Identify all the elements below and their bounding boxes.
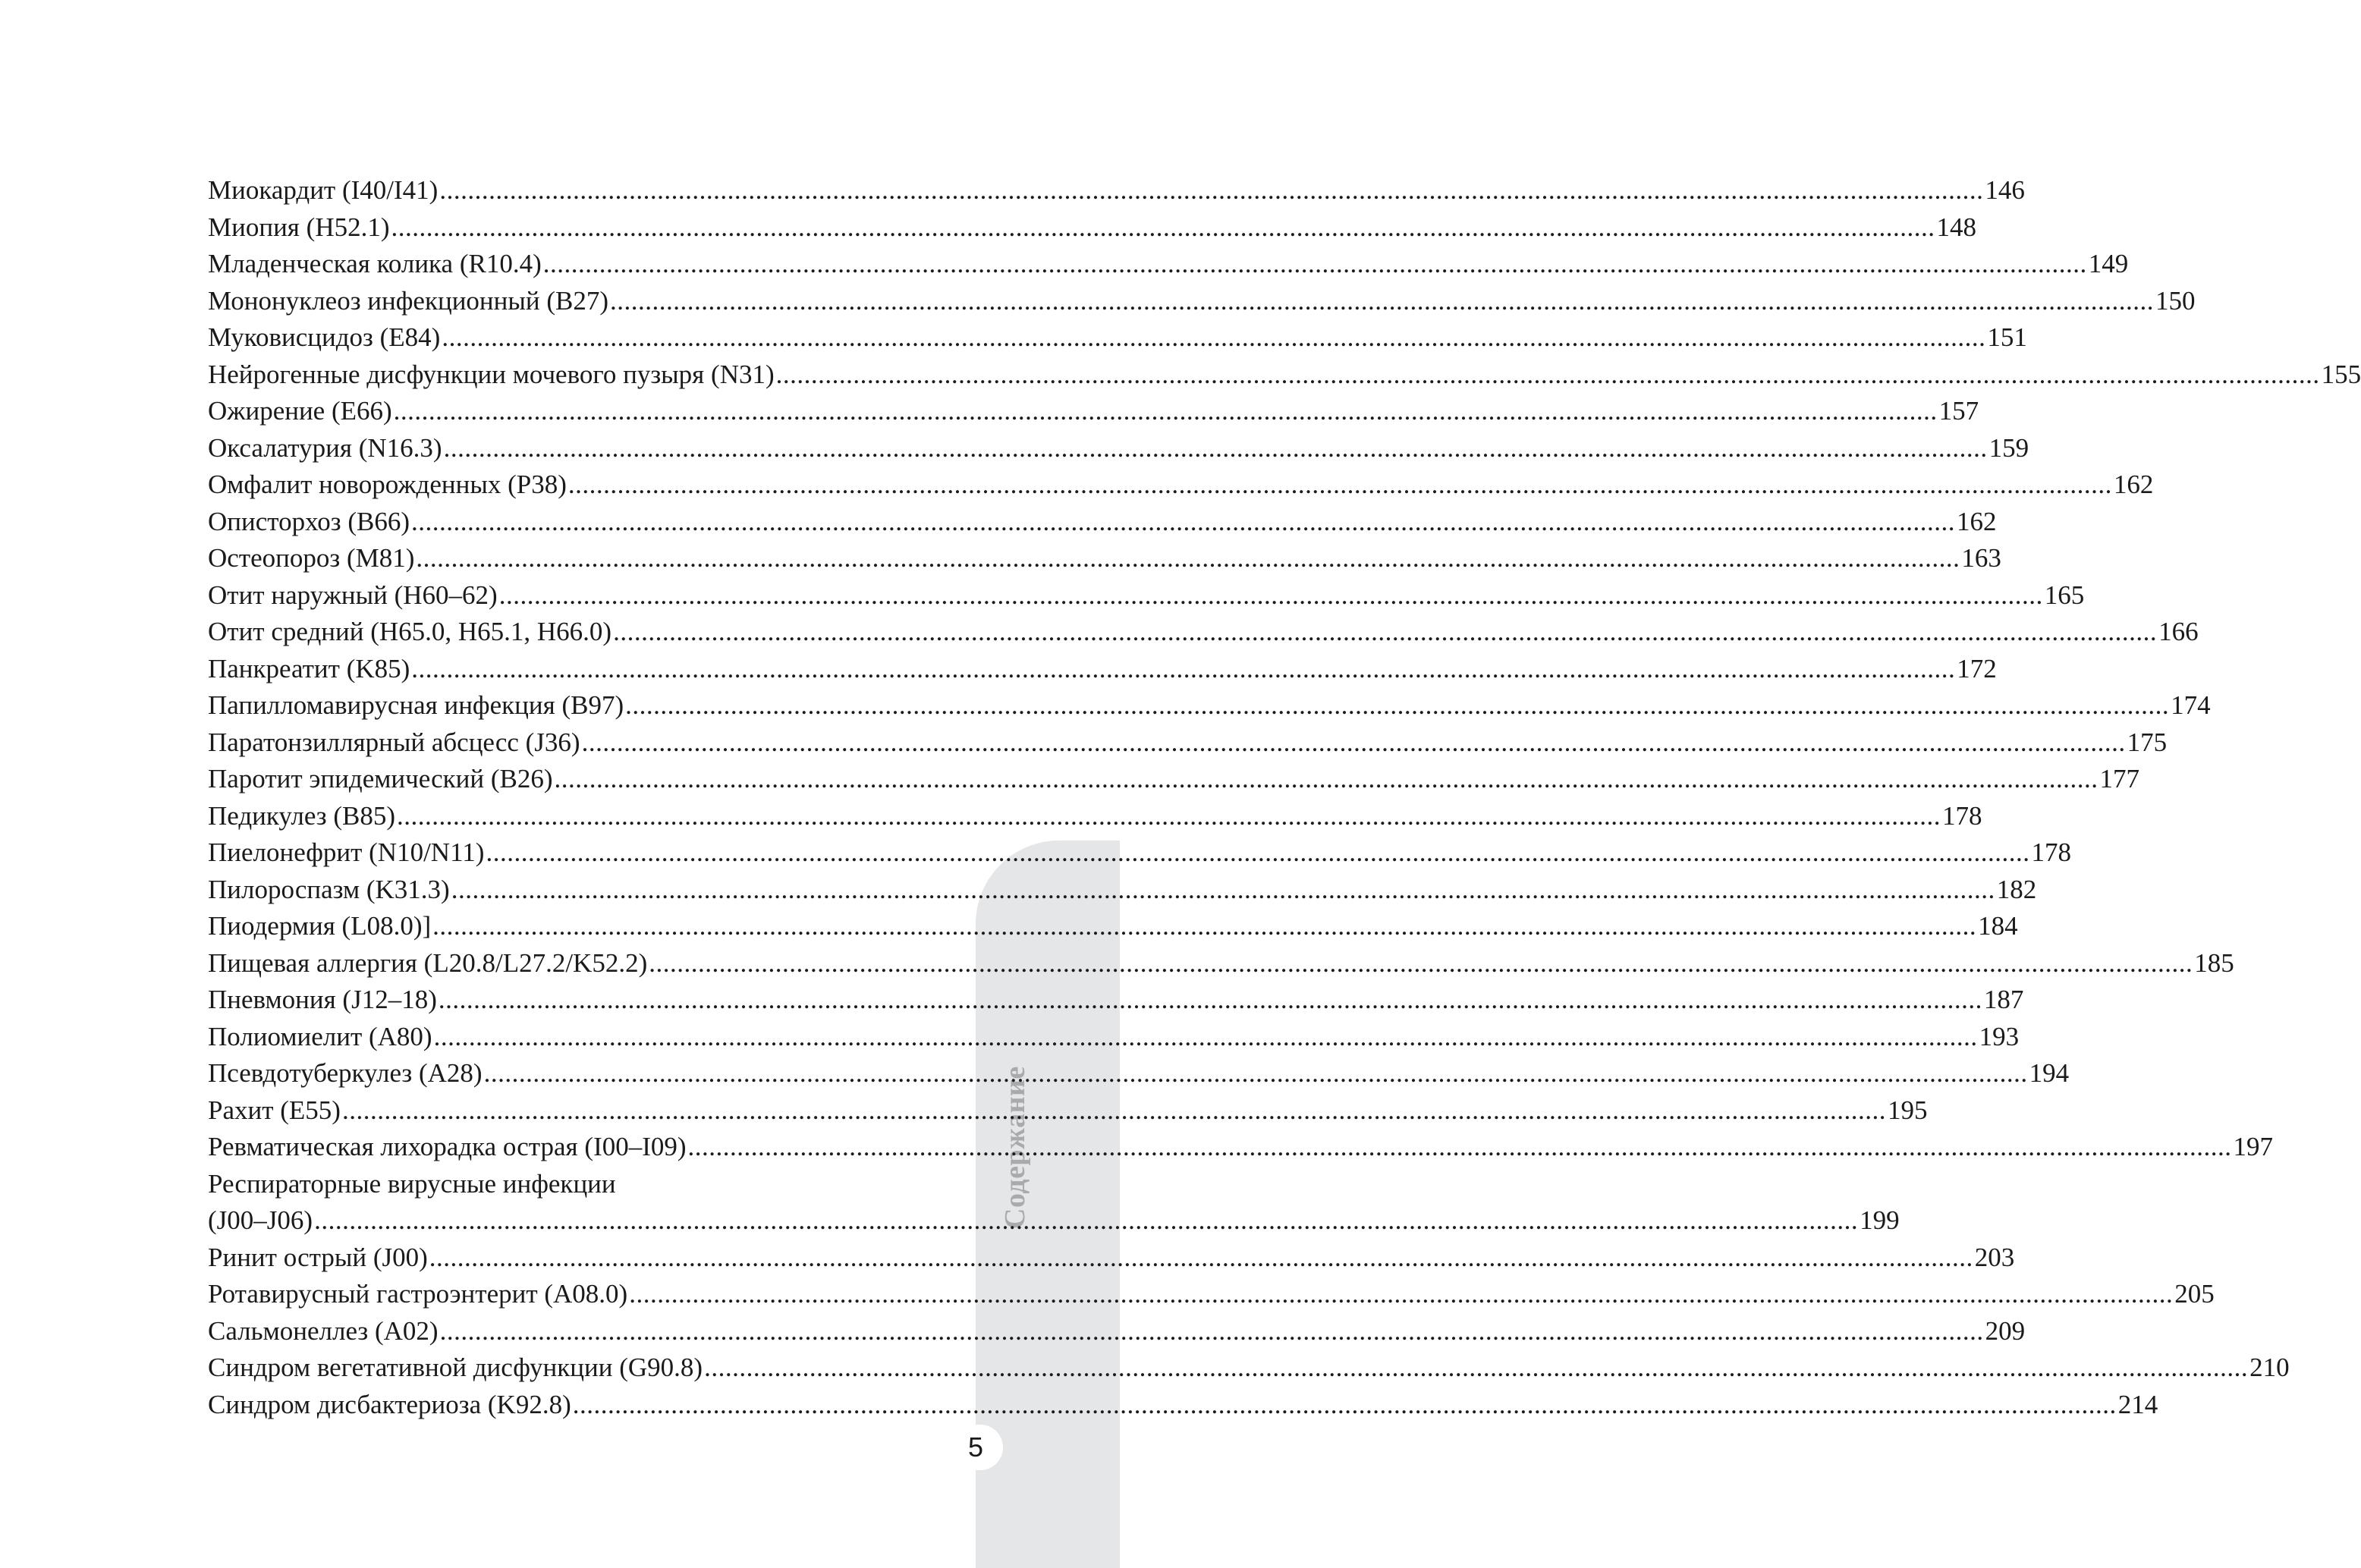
toc-entry-title: Отит средний (H65.0, H65.1, H66.0) [208, 617, 612, 646]
toc-entry-title: Отит наружный (H60–62) [208, 580, 498, 610]
toc-entry[interactable] [208, 614, 2199, 651]
toc-entry-page: 162 [2113, 470, 2154, 499]
toc-entry-page: 178 [1942, 800, 1982, 831]
toc-entry-page: 210 [2249, 1353, 2290, 1382]
toc-entry-page: 151 [1987, 322, 2027, 352]
toc-entry-title: Описторхоз (B66) [208, 506, 410, 536]
toc-entry[interactable] [208, 834, 2071, 872]
toc-entry-page: 209 [1985, 1315, 2026, 1346]
toc-entry[interactable] [208, 1129, 2274, 1166]
toc-entry[interactable] [208, 1313, 2026, 1350]
toc-entry-page: 166 [2158, 617, 2199, 646]
toc-entry-title: Синдром вегетативной дисфункции (G90.8) [208, 1353, 703, 1382]
toc-entry-title: Папилломавирусная инфекция (B97) [208, 690, 624, 720]
toc-entry-title: Младенческая колика (R10.4) [208, 249, 542, 278]
page-number: 5 [948, 1425, 1003, 1470]
toc-entry-page: 187 [1983, 985, 2024, 1014]
toc-entry-page: 177 [2099, 764, 2140, 793]
toc-entry[interactable] [208, 1240, 2015, 1277]
toc-leader-dots: ............................................................................................................................................................................................................................ [341, 1095, 1886, 1125]
toc-entry-page: 203 [1974, 1242, 2015, 1272]
toc-entry-page: 182 [1996, 874, 2037, 904]
toc-entry-page: 157 [1938, 396, 1979, 426]
toc-entry-page: 163 [1961, 543, 2001, 573]
toc-entry-title: Пневмония (J12–18) [208, 985, 437, 1014]
toc-entry[interactable] [208, 1350, 2290, 1387]
toc-entry-title: Педикулез (B85) [208, 800, 396, 831]
toc-entry-title: Пиелонефрит (N10/N11) [208, 837, 485, 867]
toc-entry-page: 197 [2233, 1132, 2274, 1161]
toc-entry-page: 159 [1988, 432, 2029, 463]
toc-entry-title: Сальмонеллез (A02) [208, 1315, 439, 1346]
toc-entry[interactable] [208, 319, 2027, 357]
toc-leader-dots: ............................................................................................................................................................................................................................ [442, 322, 1986, 352]
toc-entry[interactable] [208, 430, 2029, 467]
toc-leader-dots: ............................................................................................................................................................................................................................ [542, 249, 2087, 278]
toc-leader-dots: ............................................................................................................................................................................................................................ [572, 1389, 2117, 1419]
toc-leader-dots: ............................................................................................................................................................................................................................ [439, 1315, 1984, 1346]
toc-entry[interactable] [208, 1276, 2215, 1313]
toc-entry[interactable] [208, 246, 2129, 283]
toc-entry-title: Паротит эпидемический (B26) [208, 764, 553, 793]
toc-entry-title: Ринит острый (J00) [208, 1242, 428, 1272]
toc-entry-title: Псевдотуберкулез (A28) [208, 1058, 483, 1088]
toc-entry[interactable] [208, 467, 2154, 504]
toc-entry[interactable] [208, 1202, 1900, 1240]
toc-entry-title: Пищевая аллергия (L20.8/L27.2/K52.2) [208, 947, 648, 978]
toc-entry-title: Миокардит (I40/I41) [208, 175, 439, 205]
toc-leader-dots: ............................................................................................................................................................................................................................ [687, 1132, 2232, 1161]
toc-entry-page: 174 [2171, 690, 2211, 720]
toc-entry-title: Пилороспазм (K31.3) [208, 874, 450, 904]
toc-entry-title: Омфалит новорожденных (P38) [208, 470, 567, 499]
toc-leader-dots: ............................................................................................................................................................................................................................ [443, 432, 1988, 463]
toc-leader-dots: ............................................................................................................................................................................................................................ [567, 470, 2112, 499]
toc-entry-title: Миопия (H52.1) [208, 212, 390, 242]
toc-leader-dots: ............................................................................................................................................................................................................................ [613, 617, 2158, 646]
toc-entry-title: Рахит (E55) [208, 1095, 341, 1125]
toc-entry[interactable] [208, 577, 2085, 614]
toc-entry[interactable] [208, 687, 2211, 724]
toc-leader-dots: ............................................................................................................................................................................................................................ [433, 1021, 1978, 1051]
toc-leader-dots: ............................................................................................................................................................................................................................ [391, 212, 1935, 242]
toc-leader-dots: ............................................................................................................................................................................................................................ [554, 764, 2098, 793]
toc-entry-page: 149 [2088, 249, 2129, 278]
toc-entry-page: 214 [2117, 1389, 2158, 1419]
toc-leader-dots: ............................................................................................................................................................................................................................ [397, 800, 1941, 831]
toc-leader-dots: ............................................................................................................................................................................................................................ [429, 1242, 1973, 1272]
toc-leader-dots: ............................................................................................................................................................................................................................ [625, 690, 2170, 720]
toc-entry[interactable] [208, 761, 2140, 798]
toc-leader-dots: ............................................................................................................................................................................................................................ [314, 1205, 1859, 1235]
toc-entry-title: (J00–J06) [208, 1205, 313, 1235]
toc-entry[interactable] [208, 1092, 1928, 1130]
toc-entry[interactable] [208, 540, 2001, 577]
toc-entry-page: 178 [2031, 837, 2071, 867]
toc-entry-page: 162 [1957, 506, 1997, 536]
toc-leader-dots: ............................................................................................................................................................................................................................ [775, 359, 2320, 389]
toc-entry-title: Остеопороз (M81) [208, 543, 415, 573]
toc-entry[interactable] [208, 357, 2361, 394]
toc-leader-dots: ............................................................................................................................................................................................................................ [411, 506, 1956, 536]
toc-entry[interactable] [208, 393, 1979, 430]
toc-entry-page: 185 [2194, 947, 2234, 978]
toc-entry[interactable] [208, 651, 1997, 688]
toc-entry[interactable] [208, 209, 1976, 247]
toc-leader-dots: ............................................................................................................................................................................................................................ [438, 985, 1982, 1014]
toc-entry-title: Муковисцидоз (E84) [208, 322, 441, 352]
toc-entry[interactable] [208, 798, 1982, 835]
toc-leader-dots: ............................................................................................................................................................................................................................ [629, 1279, 2174, 1309]
toc-leader-dots: ............................................................................................................................................................................................................................ [649, 947, 2193, 978]
toc-entry-title: Пиодермия (L08.0)] [208, 911, 432, 941]
toc-leader-dots: ............................................................................................................................................................................................................................ [610, 285, 2155, 316]
toc-leader-dots: ............................................................................................................................................................................................................................ [704, 1353, 2249, 1382]
toc-entry-title: Оксалатурия (N16.3) [208, 432, 442, 463]
toc-entry-page: 175 [2127, 727, 2168, 757]
toc-entry[interactable] [208, 945, 2234, 982]
toc-entry-page: 148 [1936, 212, 1976, 242]
toc-entry-title: Панкреатит (K85) [208, 653, 410, 683]
toc-entry-page: 205 [2174, 1279, 2215, 1309]
toc-entry-title: Ожирение (E66) [208, 396, 392, 426]
toc-entry[interactable] [208, 1055, 2070, 1092]
toc-entry-title: Нейрогенные дисфункции мочевого пузыря (N31) [208, 359, 775, 389]
toc-entry-page: 146 [1985, 175, 2025, 205]
toc-entry-page: 199 [1860, 1205, 1900, 1235]
toc-entry[interactable] [208, 872, 2037, 909]
toc-entry[interactable] [208, 283, 2196, 320]
toc-entry[interactable] [208, 982, 2024, 1019]
toc-entry-page: 165 [2044, 580, 2085, 610]
toc-entry-page: 193 [1979, 1021, 2020, 1051]
toc-leader-dots: ............................................................................................................................................................................................................................ [411, 653, 1956, 683]
toc-entry-title-line: Респираторные вирусные инфекции [208, 1168, 616, 1199]
toc-leader-dots: ............................................................................................................................................................................................................................ [581, 727, 2126, 757]
toc-entry-title: Ротавирусный гастроэнтерит (A08.0) [208, 1279, 628, 1309]
toc-entry[interactable] [208, 1387, 2158, 1424]
toc-entry-page: 150 [2155, 285, 2196, 316]
toc-leader-dots: ............................................................................................................................................................................................................................ [498, 580, 2043, 610]
toc-entry-title: Синдром дисбактериоза (K92.8) [208, 1389, 571, 1419]
toc-entry[interactable] [208, 724, 2168, 762]
toc-entry-page: 194 [2029, 1058, 2070, 1088]
toc-leader-dots: ............................................................................................................................................................................................................................ [416, 543, 1960, 573]
toc-leader-dots: ............................................................................................................................................................................................................................ [393, 396, 1938, 426]
toc-entry-title: Ревматическая лихорадка острая (I00–I09) [208, 1132, 687, 1161]
section-label: Содержание [999, 1066, 1031, 1229]
toc-leader-dots: ............................................................................................................................................................................................................................ [483, 1058, 2028, 1088]
toc-leader-dots: ............................................................................................................................................................................................................................ [432, 911, 1977, 941]
toc-entry[interactable] [208, 908, 2018, 945]
toc-entry-title: Паратонзиллярный абсцесс (J36) [208, 727, 580, 757]
toc-leader-dots: ............................................................................................................................................................................................................................ [439, 175, 1984, 205]
toc-entry[interactable] [208, 504, 1997, 541]
toc-entry[interactable] [208, 1019, 2020, 1056]
toc-entry-page: 195 [1887, 1095, 1928, 1125]
toc-entry-page: 184 [1978, 911, 2018, 941]
toc-entry[interactable] [208, 172, 2025, 209]
toc-entry-title: Полиомиелит (A80) [208, 1021, 432, 1051]
toc-leader-dots: ............................................................................................................................................................................................................................ [486, 837, 2030, 867]
toc-entry-page: 155 [2321, 359, 2361, 389]
toc-entry-page: 172 [1957, 653, 1997, 683]
toc-entry-title: Мононуклеоз инфекционный (B27) [208, 285, 609, 316]
toc-leader-dots: ............................................................................................................................................................................................................................ [451, 874, 1995, 904]
